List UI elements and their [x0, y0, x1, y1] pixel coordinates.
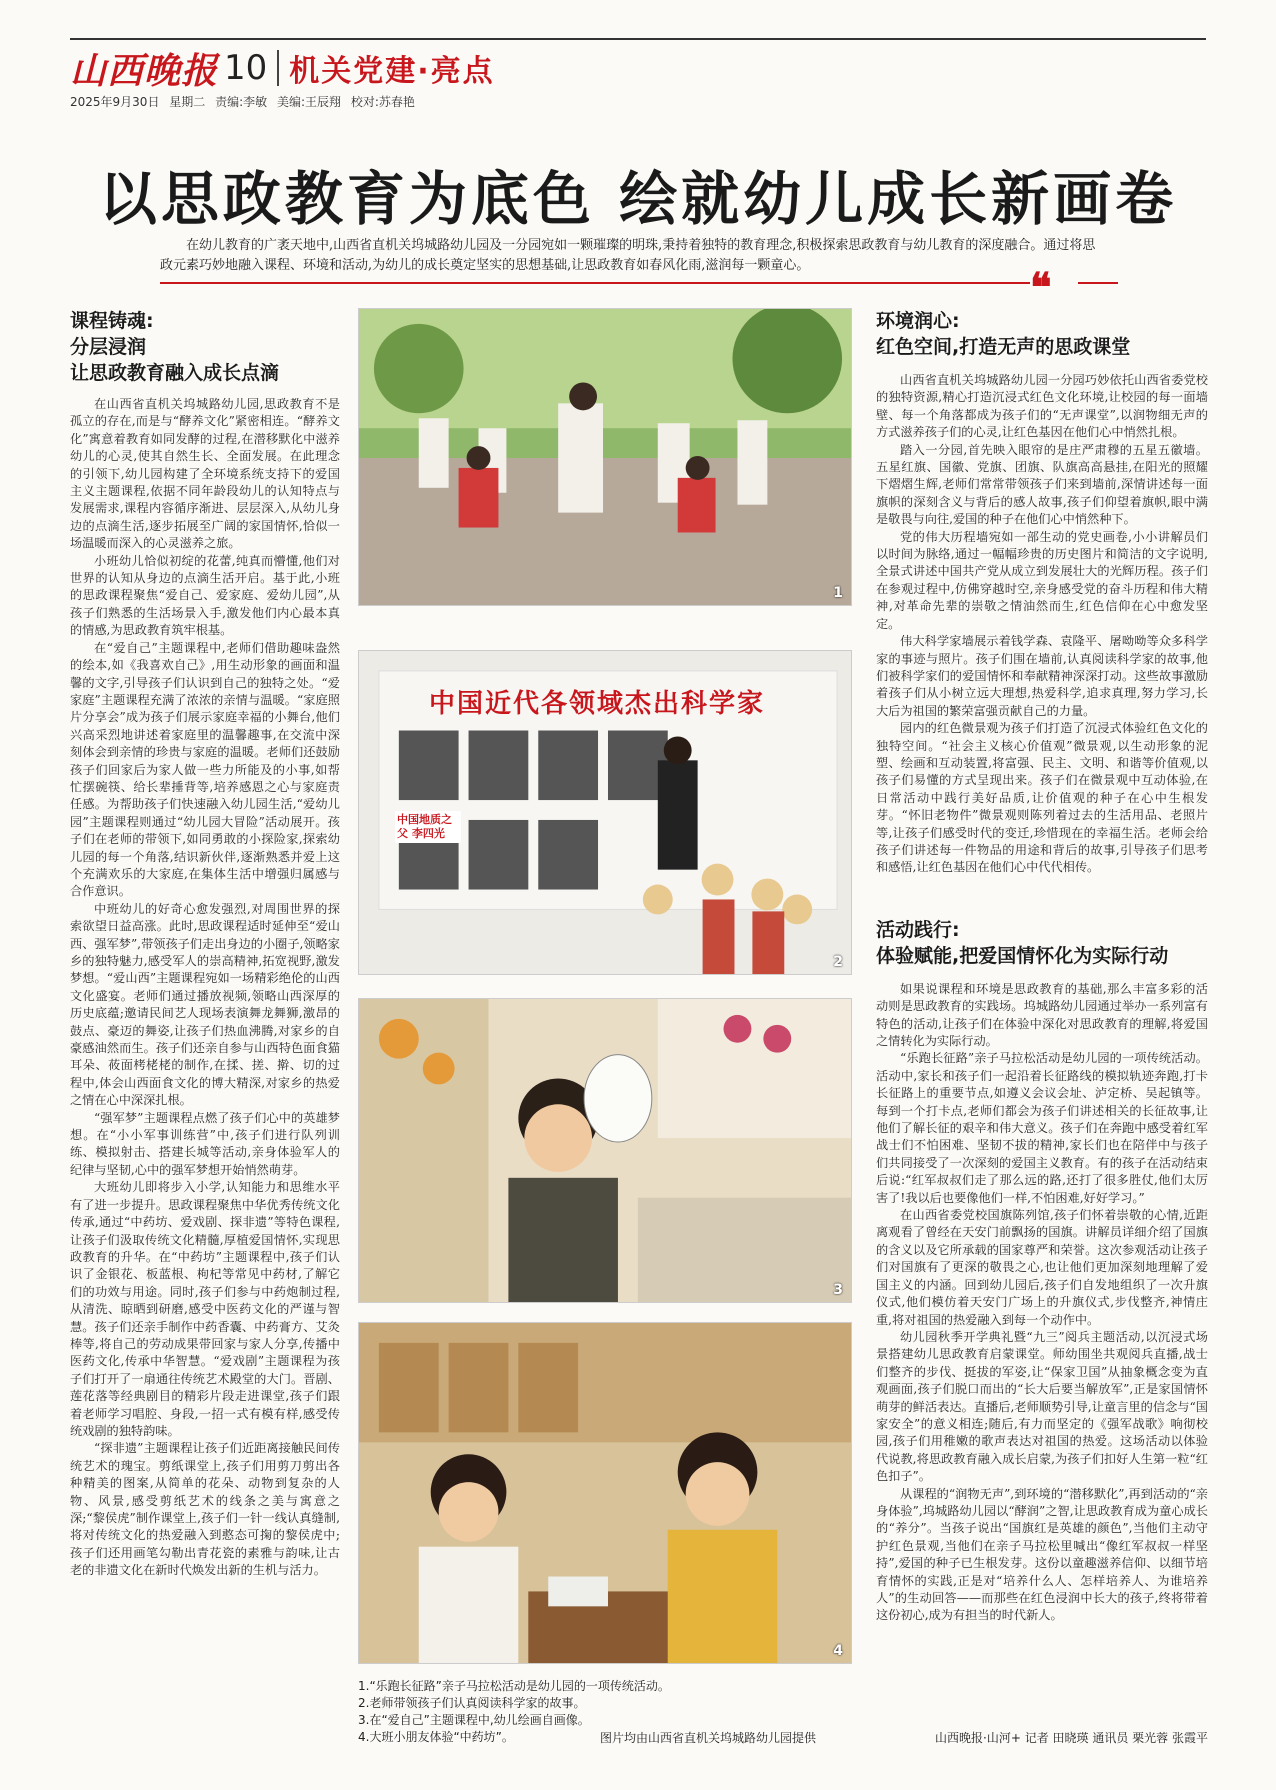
newspaper-logo: 山西晚报: [70, 49, 219, 92]
paragraph: 如果说课程和环境是思政教育的基础,那么丰富多彩的活动则是思政教育的实践场。坞城路幼儿园通过举办一系列富有特色的活动,让孩子们在体验中深化对思政教育的理解,将爱国之情转化为实际行动。: [876, 981, 1208, 1048]
article-headline: 以思政教育为底色 绘就幼儿成长新画卷: [98, 165, 1178, 233]
photo-self-portrait-image: [359, 999, 851, 1302]
section-heading-activities: [876, 917, 1208, 969]
designer-credit: 美编:王辰翔: [277, 95, 342, 109]
left-body: [70, 396, 340, 1580]
paragraph: “乐跑长征路”亲子马拉松活动是幼儿园的一项传统活动。活动中,家长和孩子们一起沿着长征路线的模拟轨迹奔跑,打卡长征路上的重要节点,如遵义会议会址、泸定桥、吴起镇等。每到一个打卡点,老师们都会为孩子们讲述相关的长征故事,让他们了解长征的艰辛和伟大意义。孩子们在奔跑中感受着红军战士们不怕困难、坚韧不拔的精神,家长们也在陪伴中与孩子们共同接受了一次深刻的爱国主义教育。有的孩子在活动结束后说:“红军叔叔们走了那么远的路,还打了很多胜仗,他们太厉害了!我以后也要像他们一样,不怕困难,好好学习。”: [876, 1051, 1208, 1205]
paragraph: 在山西省直机关坞城路幼儿园,思政教育不是孤立的存在,而是与“酵养文化”紧密相连。“酵养文化”寓意着教育如同发酵的过程,在潜移默化中滋养幼儿的心灵,使其自然生长、全面发展。在此理念的引领下,幼儿园构建了全环境系统支持下的爱国主义主题课程,依据不同年龄段幼儿的认知特点与发展需求,课程内容循序渐进、层层深入,从幼儿身边的点滴生活,逐步拓展至广阔的家国情怀,恰似一场温暖而深入的心灵滋养之旅。: [70, 397, 340, 551]
author-byline: 山西晚报·山河+ 记者 田晓瑛 通讯员 栗光蓉 张霞平: [935, 1731, 1208, 1745]
photo-number: 3: [833, 1282, 843, 1298]
paragraph: 党的伟大历程墙宛如一部生动的党史画卷,小小讲解员们以时间为脉络,通过一幅幅珍贵的历史图片和简洁的文字说明,全景式讲述中国共产党从成立到发展壮大的光辉历程。孩子们在参观过程中,仿佛穿越时空,亲身感受党的奋斗历程和伟大精神,对革命先辈的崇敬之情油然而生,红色信仰在心中愈发坚定。: [876, 529, 1208, 631]
paragraph: 伟大科学家墙展示着钱学森、袁隆平、屠呦呦等众多科学家的事迹与照片。孩子们围在墙前,认真阅读科学家的故事,他们被科学家们的爱国情怀和奉献精神深深打动。这些故事激励着孩子们从小树立远大理想,热爱科学,追求真理,努力学习,长大后为祖国的繁荣富强贡献自己的力量。: [876, 634, 1208, 718]
lead-rule: [160, 282, 1030, 284]
edition-info: [70, 93, 421, 110]
environment-body: [876, 372, 1208, 877]
article-lead: 在幼儿教育的广袤天地中,山西省直机关坞城路幼儿园及一分园宛如一颗璀璨的明珠,秉持着独特的教育理念,积极探索思政教育与幼儿教育的深度融合。通过将思政元素巧妙地融入课程、环境和活动,为幼儿的成长奠定坚实的思想基础,让思政教育如春风化雨,滋润每一颗童心。: [160, 238, 1096, 273]
heading-line: 让思政教育融入成长点滴: [70, 362, 280, 384]
section-heading-curriculum: [70, 308, 340, 386]
photo-self-portrait: [358, 998, 852, 1303]
heading-line: 体验赋能,把爱国情怀化为实际行动: [876, 944, 1169, 967]
photo-scientist-wall: [358, 650, 852, 975]
section-heading-environment: [876, 308, 1208, 360]
photo-number: 1: [833, 585, 843, 601]
photo-number: 4: [833, 1643, 843, 1659]
section-title: 机关党建·亮点: [289, 54, 495, 89]
activities-body: [876, 981, 1208, 1625]
heading-line: 分层浸润: [70, 336, 147, 358]
scientist-wall-title: 中国近代各领域杰出科学家: [429, 689, 766, 719]
top-rule: [70, 38, 1206, 40]
caption: 2.老师带领孩子们认真阅读科学家的故事。: [358, 1696, 586, 1710]
caption: 3.在“爱自己”主题课程中,幼儿绘画自画像。: [358, 1713, 590, 1727]
lead-rule-end: [1078, 282, 1118, 284]
paragraph: 幼儿园秋季开学典礼暨“九三”阅兵主题活动,以沉浸式场景搭建幼儿思政教育启蒙课堂。师幼围坐共观阅兵直播,战士们整齐的步伐、挺拔的军姿,让“保家卫国”从抽象概念变为直观画面,孩子们脱口而出的“长大后要当解放军”,正是家国情怀萌芽的鲜活表达。直播后,老师顺势引导,让童言里的信念与“国家安全”的意义相连;随后,有力而坚定的《强军战歌》响彻校园,孩子们用稚嫩的歌声表达对祖国的热爱。这场活动以体验代说教,将思政教育融入成长启蒙,为孩子们扣好人生第一粒“红色扣子”。: [876, 1329, 1208, 1484]
paragraph: 小班幼儿恰似初绽的花蕾,纯真而懵懂,他们对世界的认知从身边的点滴生活开启。基于此,小班的思政课程聚焦“爱自己、爱家庭、爱幼儿园”,从孩子们熟悉的生活场景入手,激发他们内心最本真的情感,为思政教育筑牢根基。: [70, 553, 340, 638]
paragraph: 在山西省委党校国旗陈列馆,孩子们怀着崇敬的心情,近距离观看了曾经在天安门前飘扬的国旗。讲解员详细介绍了国旗的含义以及它所承载的国家尊严和荣誉。这次参观活动让孩子们对国旗有了更深的敬畏之心,也让他们更加深刻地理解了爱国主义的内涵。回到幼儿园后,孩子们自发地组织了一次升旗仪式,他们模仿着天安门广场上的升旗仪式,步伐整齐,神情庄重,将对祖国的热爱融入到每一个动作中。: [876, 1208, 1208, 1327]
paragraph: “强军梦”主题课程点燃了孩子们心中的英雄梦想。在“小小军事训练营”中,孩子们进行队列训练、模拟射击、搭建长城等活动,亲身体验军人的纪律与坚韧,心中的强军梦想开始悄然萌芽。: [70, 1110, 340, 1177]
heading-line: 课程铸魂:: [70, 310, 154, 332]
masthead-divider: [277, 50, 279, 86]
paragraph: 在“爱自己”主题课程中,老师们借助趣味盎然的绘本,如《我喜欢自己》,用生动形象的画面和温馨的文字,引导孩子们认识到自己的独特之处。“爱家庭”主题课程充满了浓浓的亲情与温暖。“家庭照片分享会”成为孩子们展示家庭幸福的小舞台,他们兴高采烈地讲述着家庭里的温馨趣事,在交流中深刻体会到亲情的珍贵与家庭的温暖。老师们还鼓励孩子们回家后为家人做一些力所能及的小事,如帮忙摆碗筷、给长辈捶背等,培养感恩之心与家庭责任感。为帮助孩子们快速融入幼儿园生活,“爱幼儿园”主题课程则通过“幼儿园大冒险”活动展开。孩子们在老师的带领下,如同勇敢的小探险家,探索幼儿园的每一个角落,结识新伙伴,逐渐熟悉并爱上这个充满欢乐的大家庭,在集体生活中增强归属感与合作意识。: [70, 640, 340, 899]
paragraph: 从课程的“润物无声”,到环境的“潜移默化”,再到活动的“亲身体验”,坞城路幼儿园以“酵润”之智,让思政教育成为童心成长的“养分”。当孩子说出“国旗红是英雄的颜色”,当他们主动守护红色景观,当他们在亲子马拉松里喊出“像红军叔叔一样坚持”,爱国的种子已生根发芽。这份以童趣滋养信仰、以细节培育情怀的实践,正是对“培养什么人、怎样培养人、为谁培养人”的生动回答——而那些在红色浸润中长大的孩子,终将带着这份初心,成为有担当的时代新人。: [876, 1486, 1208, 1623]
paragraph: 大班幼儿即将步入小学,认知能力和思维水平有了进一步提升。思政课程聚焦中华优秀传统文化传承,通过“中药坊、爱戏剧、探非遗”等特色课程,让孩子们汲取传统文化精髓,厚植爱国情怀,实现思政教育的升华。在“中药坊”主题课程中,孩子们认识了金银花、板蓝根、枸杞等常见中药材,了解它们的功效与用途。同时,孩子们参与中药炮制过程,从清洗、晾晒到研磨,感受中医药文化的严谨与智慧。孩子们还亲手制作中药香囊、中药膏方、艾灸棒等,将自己的劳动成果带回家与家人分享,传播中医药文化,传承中华智慧。“爱戏剧”主题课程为孩子们打开了一扇通往传统艺术殿堂的大门。晋剧、莲花落等经典剧目的精彩片段走进课堂,孩子们跟着老师学习唱腔、身段,一招一式有模有样,感受传统戏剧的独特韵味。: [70, 1180, 340, 1438]
paragraph: 中班幼儿的好奇心愈发强烈,对周围世界的探索欲望日益高涨。此时,思政课程适时延伸至“爱山西、强军梦”,带领孩子们走出身边的小圈子,领略家乡的独特魅力,感受军人的崇高精神,拓宽视野,激发梦想。“爱山西”主题课程宛如一场精彩绝伦的山西文化盛宴。老师们通过播放视频,领略山西深厚的历史底蕴;邀请民间艺人现场表演舞龙舞狮,激昂的鼓点、豪迈的舞姿,让孩子们热血沸腾,对家乡的自豪感油然而生。孩子们还亲自参与山西特色面食猫耳朵、莜面栲栳栳的制作,在揉、搓、擀、切的过程中,体会山西面食文化的博大精深,对家乡的热爱之情在心中深深扎根。: [70, 901, 340, 1108]
heading-line: 活动践行:: [876, 918, 960, 941]
paragraph: “探非遗”主题课程让孩子们近距离接触民间传统艺术的瑰宝。剪纸课堂上,孩子们用剪刀剪出各种精美的图案,从简单的花朵、动物到复杂的人物、风景,感受剪纸艺术的线条之美与寓意之深;“黎侯虎”制作课堂上,孩子们一针一线认真缝制,将对传统文化的热爱融入到憨态可掬的黎侯虎中;孩子们还用画笔勾勒出青花瓷的素雅与韵味,让古老的非遗文化在新时代焕发出新的生机与活力。: [70, 1441, 340, 1578]
quote-mark-icon: ❝: [1030, 264, 1052, 311]
paragraph: 踏入一分园,首先映入眼帘的是庄严肃穆的五星五徽墙。五星红旗、国徽、党旗、团旗、队旗高高悬挂,在阳光的照耀下熠熠生辉,老师们常常带领孩子们来到墙前,深情讲述每一面旗帜的深刻含义与背后的感人故事,孩子们仰望着旗帜,眼中满是敬畏与向往,爱国的种子在他们心中悄然种下。: [876, 442, 1208, 527]
paragraph: 园内的红色微景观为孩子们打造了沉浸式体验红色文化的独特空间。“社会主义核心价值观”微景观,以生动形象的泥塑、绘画和互动装置,将富强、民主、文明、和谐等价值观,以孩子们易懂的方式呈现出来。孩子们在微景观中互动体验,在日常活动中践行美好品质,让价值观的种子在心中生根发芽。“怀旧老物件”微景观则陈列着过去的生活用品、老照片等,让孩子们感受时代的变迁,珍惜现在的幸福生活。老师会给孩子们讲述每一件物品的用途和背后的故事,引导孩子们思考和感悟,让红色基因在他们心中代代相传。: [876, 721, 1208, 875]
left-column: [70, 308, 340, 1580]
scientist-name-card: 中国地质之父 李四光: [395, 811, 461, 843]
photo-marathon-image: [359, 309, 851, 605]
photo-chinese-medicine-image: [359, 1323, 851, 1663]
paragraph: 山西省直机关坞城路幼儿园一分园巧妙依托山西省委党校的独特资源,精心打造沉浸式红色文化环境,让校园的每一面墙壁、每一个角落都成为孩子们的“无声课堂”,以润物细无声的方式滋养孩子们的心灵,让红色基因在他们心中悄然扎根。: [876, 373, 1208, 440]
photo-number: 2: [833, 954, 843, 970]
editor-credit: 责编:李敏: [215, 95, 268, 109]
caption: 4.大班小朋友体验“中药坊”。: [358, 1730, 514, 1744]
caption: 1.“乐跑长征路”亲子马拉松活动是幼儿园的一项传统活动。: [358, 1679, 670, 1693]
heading-line: 环境润心:: [876, 310, 960, 332]
masthead: [70, 46, 495, 90]
photo-chinese-medicine: [358, 1322, 852, 1664]
proofreader-credit: 校对:苏春艳: [350, 95, 415, 109]
photo-marathon: [358, 308, 852, 606]
photo-credit: 图片均由山西省直机关坞城路幼儿园提供: [600, 1731, 817, 1745]
page-number: 10: [224, 48, 268, 88]
right-column: [876, 308, 1208, 1625]
issue-weekday: 星期二: [169, 95, 206, 109]
issue-date: 2025年9月30日: [70, 95, 160, 109]
heading-line: 红色空间,打造无声的思政课堂: [876, 336, 1131, 358]
